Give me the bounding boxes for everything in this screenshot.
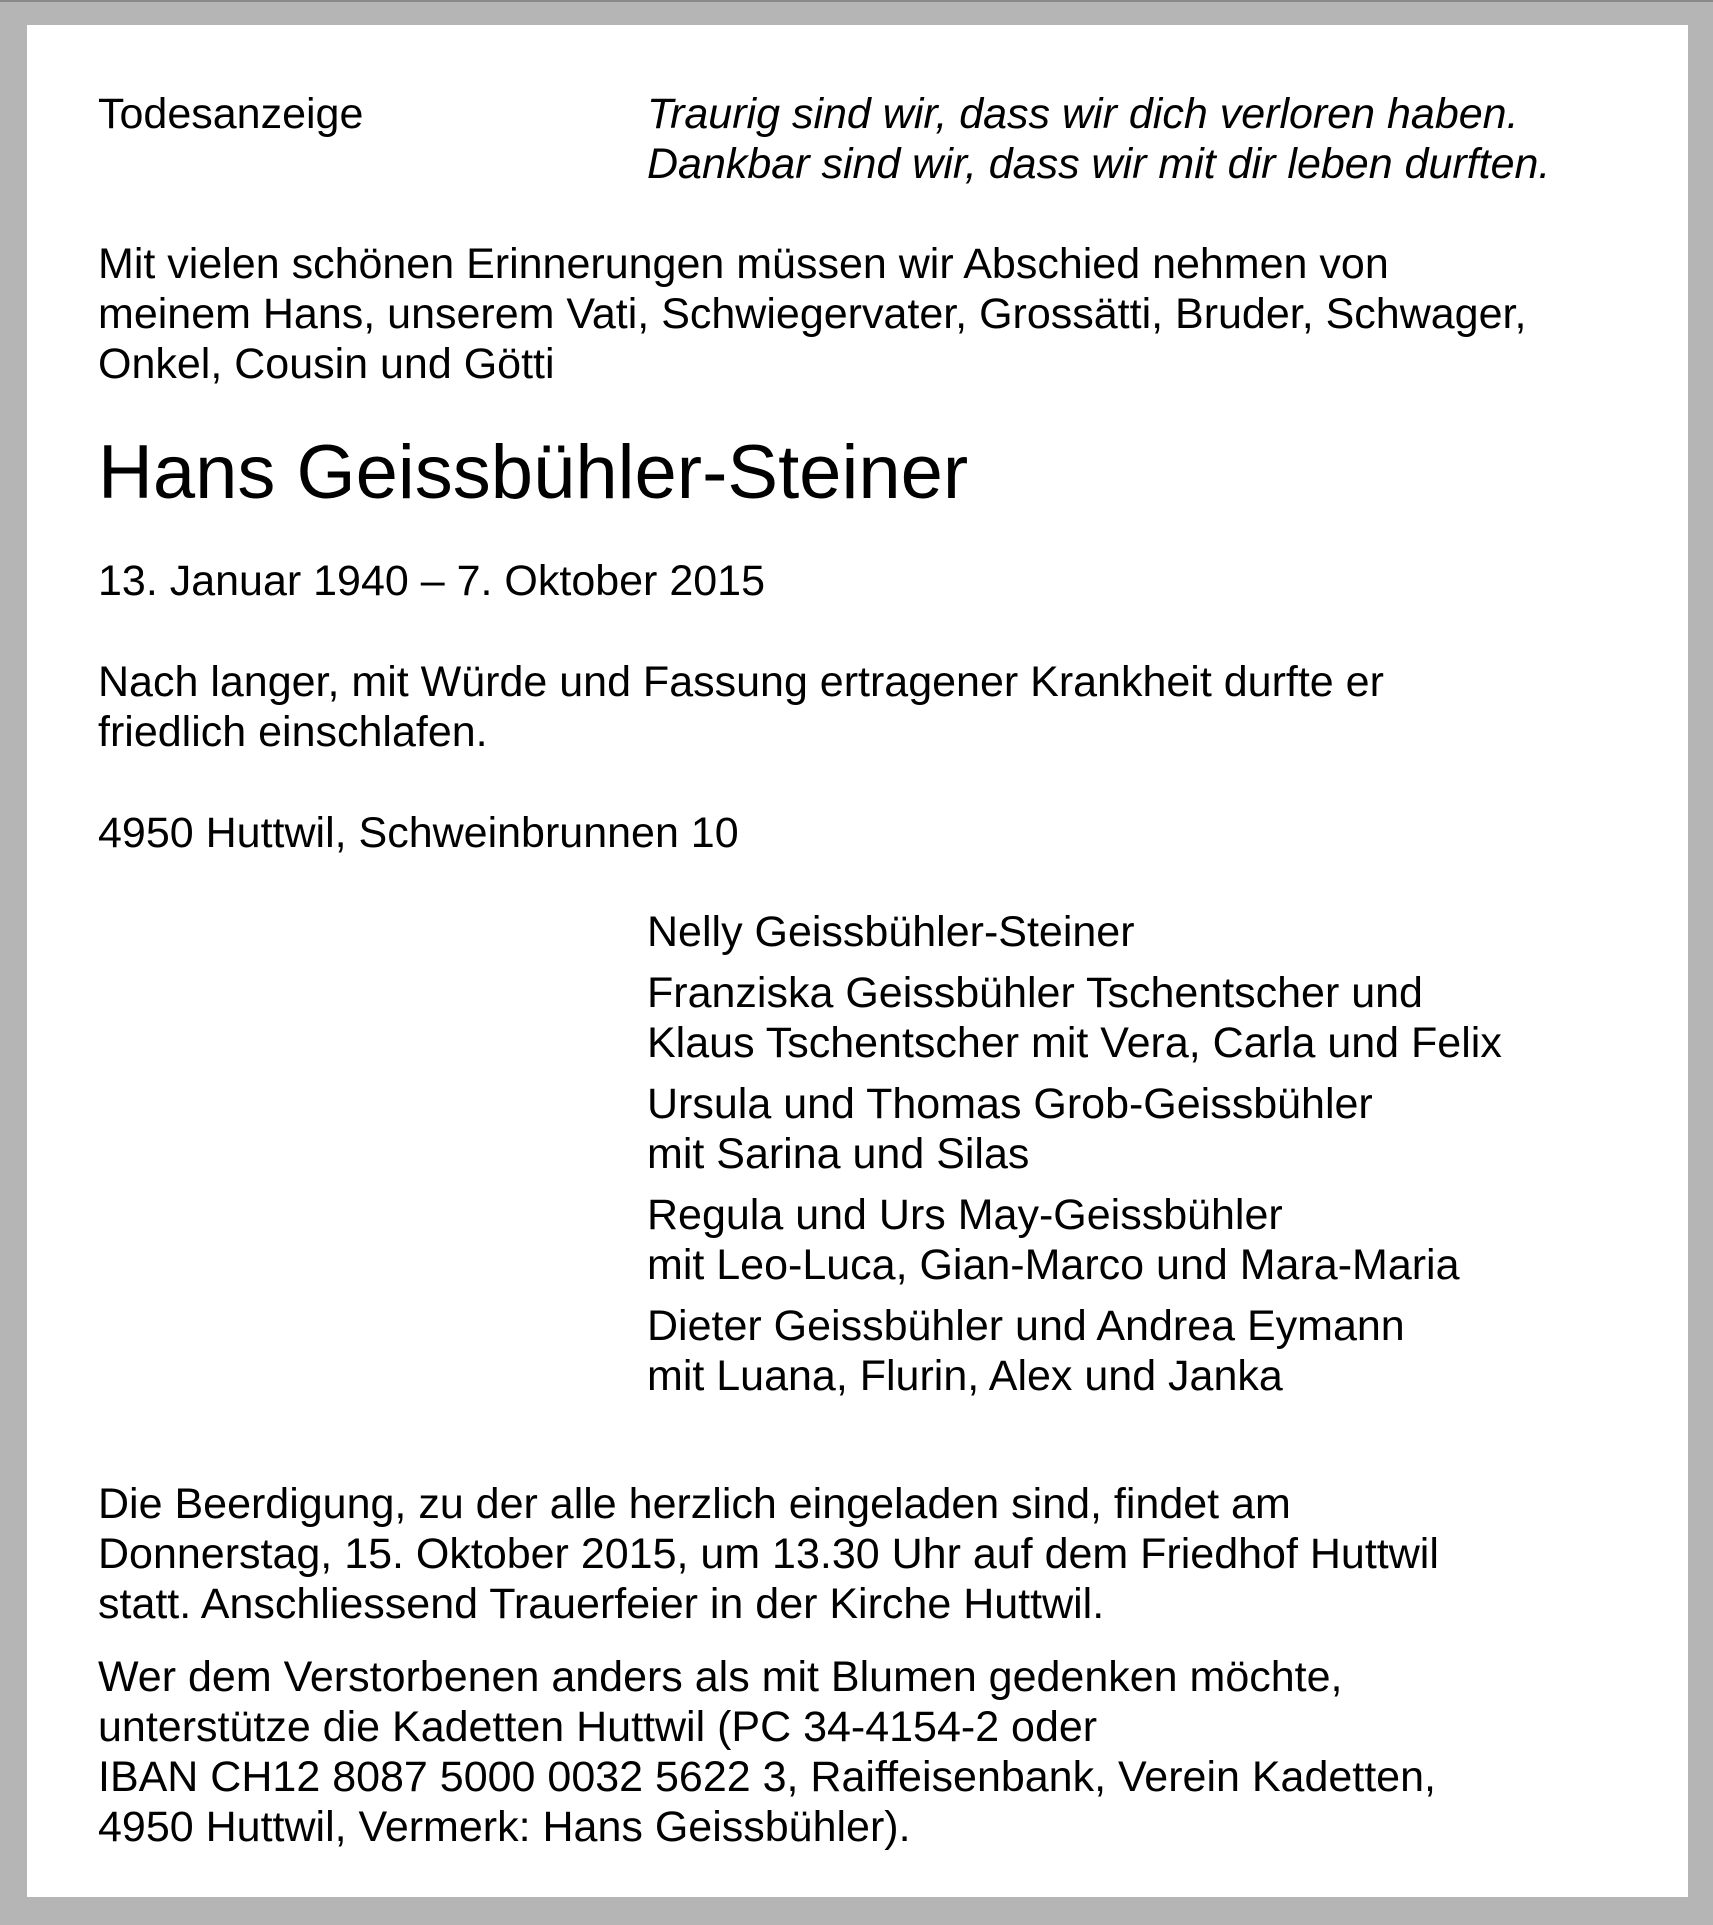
mourner-group [647,1079,1502,1179]
mourner-group [647,968,1502,1068]
intro-text [98,239,1526,389]
mourners-list [647,907,1502,1412]
mourner-line: Ursula und Thomas Grob-Geissbühler [647,1080,1373,1128]
mourner-line: Franziska Geissbühler Tschentscher und [647,969,1423,1017]
motto-line: Dankbar sind wir, dass wir mit dir leben durften. [647,140,1551,188]
address: 4950 Huttwil, Schweinbrunnen 10 [98,809,739,857]
mourner-group [647,1301,1502,1401]
donation-line: 4950 Huttwil, Vermerk: Hans Geissbühler). [98,1803,911,1851]
motto [647,89,1550,189]
top-border [0,0,1713,2]
mourner-line: mit Sarina und Silas [647,1130,1030,1178]
intro-line: Onkel, Cousin und Götti [98,340,555,388]
funeral-line: Donnerstag, 15. Oktober 2015, um 13.30 Uhr auf dem Friedhof Huttwil [98,1530,1439,1578]
mourner-group [647,1190,1502,1290]
donation-line: unterstütze die Kadetten Huttwil (PC 34-4154-2 oder [98,1703,1098,1751]
mourner-line: mit Leo-Luca, Gian-Marco und Mara-Maria [647,1241,1460,1289]
notice-label: Todesanzeige [98,90,364,138]
mourner-line: Nelly Geissbühler-Steiner [647,908,1135,956]
donation-line: IBAN CH12 8087 5000 0032 5622 3, Raiffeisenbank, Verein Kadetten, [98,1753,1436,1801]
passing-line: friedlich einschlafen. [98,708,488,756]
funeral-line: statt. Anschliessend Trauerfeier in der Kirche Huttwil. [98,1580,1105,1628]
donation-line: Wer dem Verstorbenen anders als mit Blumen gedenken möchte, [98,1653,1343,1701]
donation-text [98,1652,1436,1852]
life-dates: 13. Januar 1940 – 7. Oktober 2015 [98,557,765,605]
funeral-line: Die Beerdigung, zu der alle herzlich eingeladen sind, findet am [98,1480,1291,1528]
deceased-name: Hans Geissbühler-Steiner [98,430,969,515]
passing-text [98,657,1384,757]
mourner-group [647,907,1502,957]
mourner-line: Dieter Geissbühler und Andrea Eymann [647,1302,1405,1350]
mourner-line: Klaus Tschentscher mit Vera, Carla und Felix [647,1019,1502,1067]
passing-line: Nach langer, mit Würde und Fassung ertragener Krankheit durfte er [98,658,1384,706]
funeral-text [98,1479,1439,1629]
mourner-line: mit Luana, Flurin, Alex und Janka [647,1352,1283,1400]
intro-line: meinem Hans, unserem Vati, Schwiegervater, Grossätti, Bruder, Schwager, [98,290,1527,338]
intro-line: Mit vielen schönen Erinnerungen müssen wir Abschied nehmen von [98,240,1389,288]
mourner-line: Regula und Urs May-Geissbühler [647,1191,1283,1239]
motto-line: Traurig sind wir, dass wir dich verloren haben. [647,90,1519,138]
